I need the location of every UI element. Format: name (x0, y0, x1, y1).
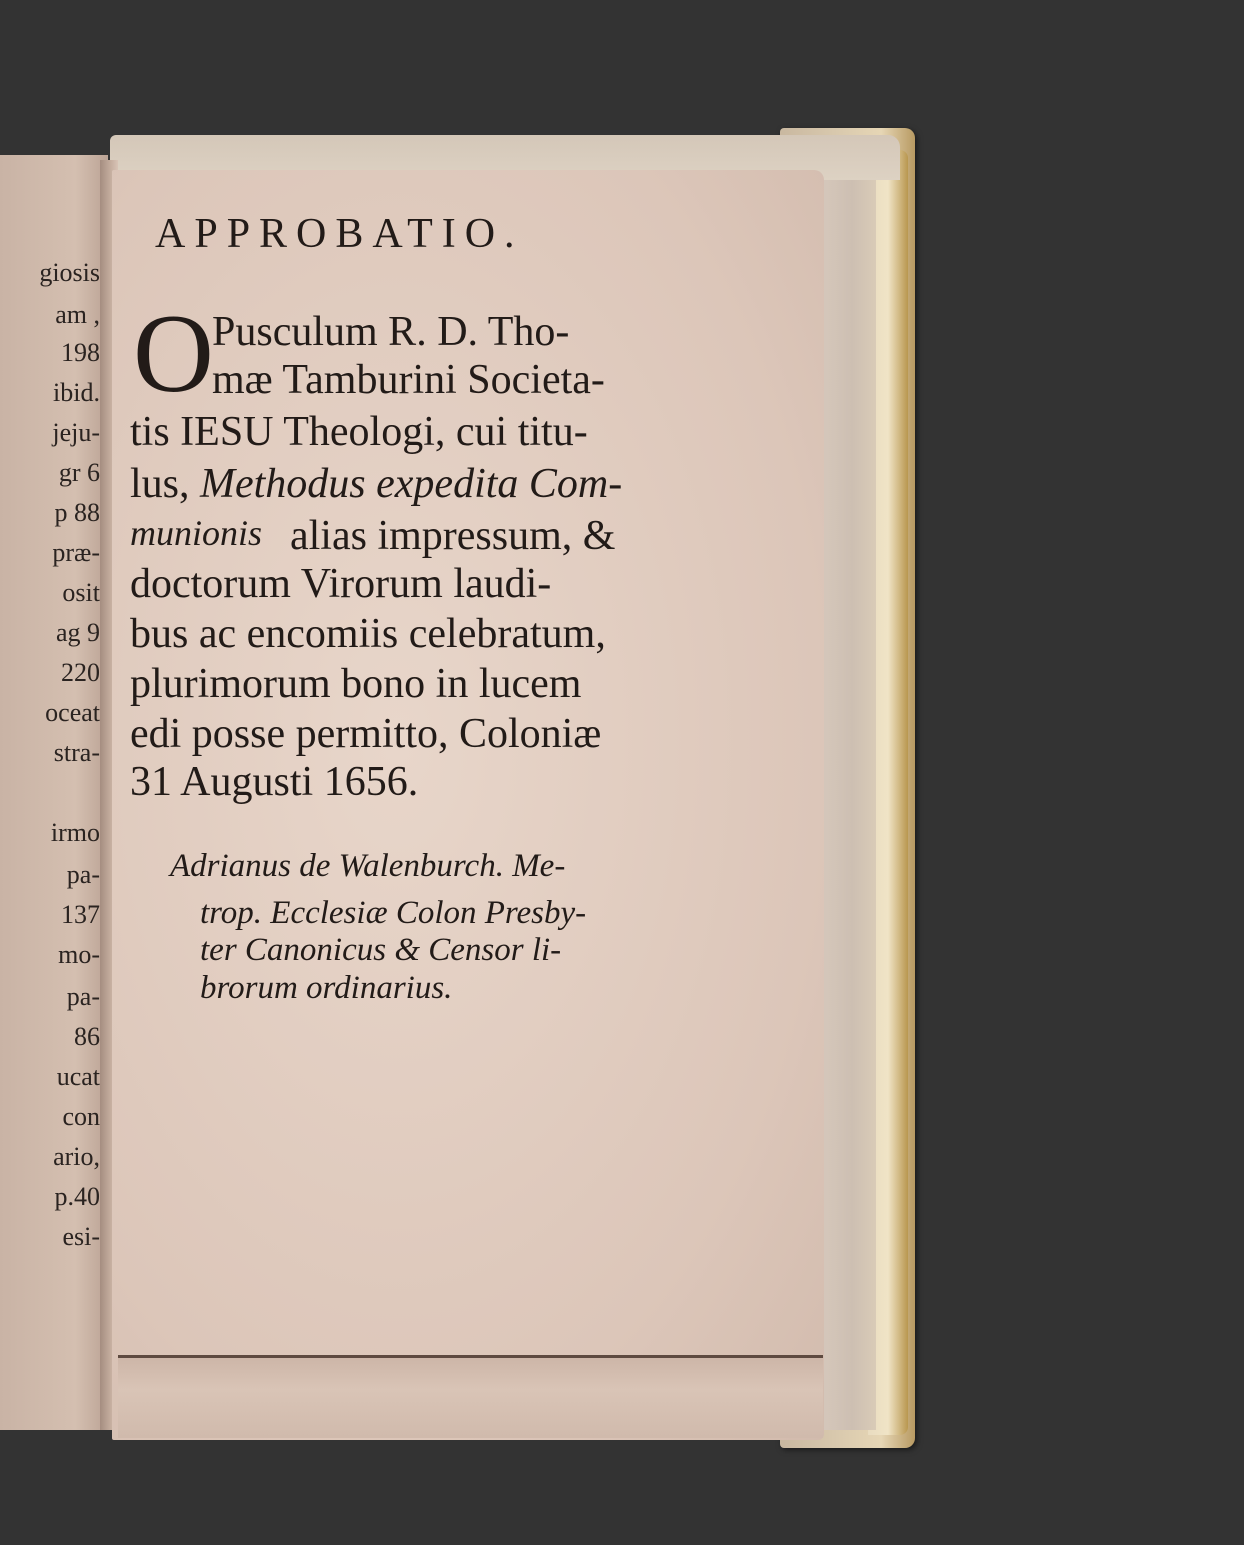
left-fragment: mo- (58, 940, 100, 969)
body-line-italic: Methodus expedita Com- (200, 461, 623, 507)
body-line: mæ Tamburini Societa- (212, 357, 605, 403)
left-fragment: osit (62, 578, 100, 607)
left-fragment: p.40 (54, 1182, 100, 1211)
signature-line: brorum ordinarius. (200, 970, 453, 1006)
left-fragment: am , (55, 300, 100, 329)
left-fragment: con (62, 1102, 100, 1131)
body-line: doctorum Virorum laudi- (130, 561, 552, 607)
left-fragment: pa- (66, 860, 100, 889)
left-fragment: ario, (53, 1142, 100, 1171)
left-fragment: pa- (66, 982, 100, 1011)
page-bottom-fold (118, 1355, 823, 1438)
drop-cap: O (133, 292, 214, 416)
left-fragment: ag 9 (55, 618, 100, 647)
left-fragment: 137 (61, 900, 100, 929)
body-line: bus ac encomiis celebratum, (130, 611, 606, 657)
left-fragment: irmo (50, 818, 100, 847)
body-line-italic: munionis (130, 513, 263, 553)
left-fragment: stra- (53, 738, 100, 767)
left-fragment: jeju- (52, 418, 100, 447)
signature-line: Adrianus de Walenburch. Me- (170, 848, 566, 884)
body-line: alias impressum, & (290, 513, 616, 559)
page-heading: APPROBATIO. (155, 211, 524, 257)
body-line: plurimorum bono in lucem (130, 661, 582, 707)
left-fragment: ucat (56, 1062, 100, 1091)
signature-line: ter Canonicus & Censor li- (200, 932, 562, 968)
body-line: edi posse permitto, Coloniæ (130, 711, 602, 757)
left-fragment: p 88 (54, 498, 100, 527)
left-fragment: giosis (39, 258, 100, 287)
body-line: Pusculum R. D. Tho- (212, 309, 570, 355)
body-line: 31 Augusti 1656. (130, 759, 419, 805)
page-stack (815, 165, 876, 1430)
left-fragment: ibid. (53, 378, 100, 407)
left-page-text (0, 0, 100, 1545)
left-fragment: 86 (74, 1022, 100, 1051)
left-fragment: gr 6 (58, 458, 100, 487)
body-line: lus, (130, 461, 190, 507)
signature-line: trop. Ecclesiæ Colon Presby- (200, 895, 587, 931)
left-fragment: præ- (52, 538, 100, 567)
left-fragment: oceat (45, 698, 100, 727)
left-fragment: esi- (62, 1222, 100, 1251)
left-fragment: 198 (61, 338, 100, 367)
body-line: tis IESU Theologi, cui titu- (130, 409, 588, 455)
left-fragment: 220 (61, 658, 100, 687)
